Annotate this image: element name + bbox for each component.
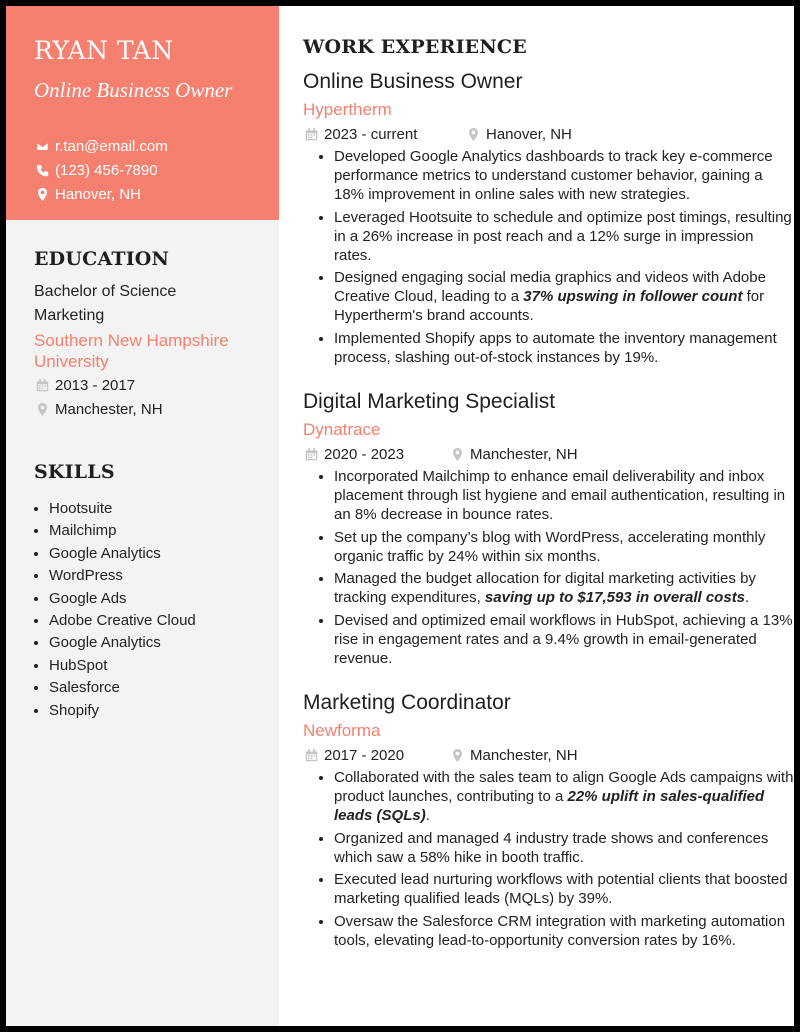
skills-list <box>34 498 196 722</box>
map-pin-icon <box>36 188 49 201</box>
bullet-item <box>334 870 794 908</box>
bullet-text: Oversaw the Salesforce CRM integration with marketing automation tools, elevating lead-to-opportunity conversion rates by 16%. <box>334 912 786 949</box>
bullet-item <box>334 528 794 566</box>
job-location <box>451 747 578 764</box>
map-pin-icon <box>451 749 464 762</box>
contact-email <box>36 138 168 155</box>
bullet-item <box>334 147 794 204</box>
job-location-text: Manchester, NH <box>470 747 578 764</box>
bullet-item <box>334 268 794 325</box>
skills-heading: SKILLS <box>34 461 115 483</box>
bullet-item <box>334 768 794 825</box>
phone-icon <box>36 164 49 177</box>
job-location-text: Manchester, NH <box>470 446 578 463</box>
job-location <box>467 126 572 143</box>
company-name: Hypertherm <box>303 100 392 119</box>
header-panel <box>6 6 279 220</box>
skill-item: • Google Analytics <box>49 632 196 654</box>
job-title: Online Business Owner <box>303 70 523 93</box>
map-pin-icon <box>451 448 464 461</box>
bullet-item <box>334 611 794 668</box>
bullet-emphasis: 37% upswing in follower count <box>523 288 743 305</box>
location-text: Hanover, NH <box>55 186 141 203</box>
job-dates-text: 2023 - current <box>324 126 418 143</box>
bullet-text: for Hypertherm's brand accounts. <box>334 288 765 324</box>
skill-item: • Shopify <box>49 700 196 722</box>
bullet-text: Organized and managed 4 industry trade shows and conferences which saw a 58% hike in booth traffic. <box>334 829 769 866</box>
bullet-text: Leveraged Hootsuite to schedule and optimize post timings, resulting in a 26% increase in post reach and a 12% surge in impression rates. <box>334 208 792 264</box>
bullet-emphasis: saving up to $17,593 in overall costs <box>484 589 746 606</box>
map-pin-icon <box>36 403 49 416</box>
main-content <box>279 6 794 1026</box>
company-name: Newforma <box>303 721 381 740</box>
education-dates <box>36 377 135 394</box>
bullet-item <box>334 467 794 524</box>
bullet-text: Developed Google Analytics dashboards to track key e-commerce performance metrics to understand customer behavior, gaining a 18% improvement in online sales with new strategies. <box>334 148 773 203</box>
bullet-emphasis: 22% uplift in sales-qualified leads (SQLs) <box>334 788 765 824</box>
education-heading: EDUCATION <box>34 248 170 270</box>
job-bullets <box>318 147 794 370</box>
calendar-icon <box>305 128 318 141</box>
candidate-name: RYAN TAN <box>34 36 174 65</box>
calendar-icon <box>305 749 318 762</box>
skill-item: • WordPress <box>49 565 196 587</box>
skill-item: • HubSpot <box>49 655 196 677</box>
job-title: Digital Marketing Specialist <box>303 390 556 413</box>
bullet-text: Set up the company’s blog with WordPress, accelerating monthly organic traffic by 24% within six months. <box>334 528 766 565</box>
bullet-text: Executed lead nurturing workflows with potential clients that boosted marketing qualified leads (MQLs) by 39%. <box>334 871 788 907</box>
job-dates <box>305 126 417 143</box>
job-location-text: Hanover, NH <box>486 126 572 143</box>
bullet-item <box>334 912 794 950</box>
bullet-item <box>334 329 794 367</box>
bullet-text: Incorporated Mailchimp to enhance email deliverability and inbox placement through list hygiene and email authentication, resulting in an 8% decrease in bounce rates. <box>334 468 786 523</box>
envelope-icon <box>36 140 49 153</box>
calendar-icon <box>36 379 49 392</box>
calendar-icon <box>305 448 318 461</box>
bullet-text: Managed the budget allocation for digital marketing activities by tracking expenditures, <box>334 570 756 606</box>
resume-page <box>6 6 794 1026</box>
degree-line-2: Marketing <box>34 307 105 324</box>
job-title: Marketing Coordinator <box>303 691 511 714</box>
bullet-text: . <box>425 807 430 824</box>
map-pin-icon <box>467 128 480 141</box>
sidebar <box>6 6 279 1026</box>
job-location <box>451 446 578 463</box>
education-location-text: Manchester, NH <box>55 401 163 418</box>
phone-text[interactable]: (123) 456-7890 <box>55 162 158 179</box>
candidate-title: Online Business Owner <box>34 78 233 102</box>
skill-item: • Hootsuite <box>49 498 196 520</box>
contact-location <box>36 186 141 203</box>
education-dates-text: 2013 - 2017 <box>55 377 136 394</box>
skill-item: • Mailchimp <box>49 520 196 542</box>
skill-item: • Google Ads <box>49 588 196 610</box>
job-bullets <box>318 768 794 953</box>
job-dates-text: 2017 - 2020 <box>324 747 405 764</box>
bullet-text: Devised and optimized email workflows in HubSpot, achieving a 13% rise in engagement rates and a 9.4% growth in email-generated revenue. <box>334 611 793 667</box>
job-dates-text: 2020 - 2023 <box>324 446 405 463</box>
contact-phone <box>36 162 158 179</box>
skill-item: • Google Analytics <box>49 543 196 565</box>
degree-line-1: Bachelor of Science <box>34 283 177 300</box>
job-dates <box>305 747 404 764</box>
work-experience-heading: WORK EXPERIENCE <box>303 36 527 58</box>
school-line-2: University <box>34 352 109 371</box>
skill-item: • Salesforce <box>49 677 196 699</box>
company-name: Dynatrace <box>303 420 381 439</box>
job-bullets <box>318 467 794 671</box>
bullet-item <box>334 569 794 607</box>
education-location <box>36 401 163 418</box>
bullet-text: Implemented Shopify apps to automate the inventory management process, slashing out-of-stock instances by 19%. <box>334 329 777 366</box>
bullet-item <box>334 208 794 265</box>
email-text[interactable]: r.tan@email.com <box>55 138 168 155</box>
bullet-text: Collaborated with the sales team to align Google Ads campaigns with product launches, contributing to a <box>334 769 794 805</box>
bullet-text: . <box>745 589 750 606</box>
bullet-text: Designed engaging social media graphics and videos with Adobe Creative Cloud, leading to a <box>334 269 766 305</box>
job-dates <box>305 446 404 463</box>
bullet-item <box>334 829 794 867</box>
skill-item: • Adobe Creative Cloud <box>49 610 196 632</box>
school-line-1: Southern New Hampshire <box>34 331 229 350</box>
